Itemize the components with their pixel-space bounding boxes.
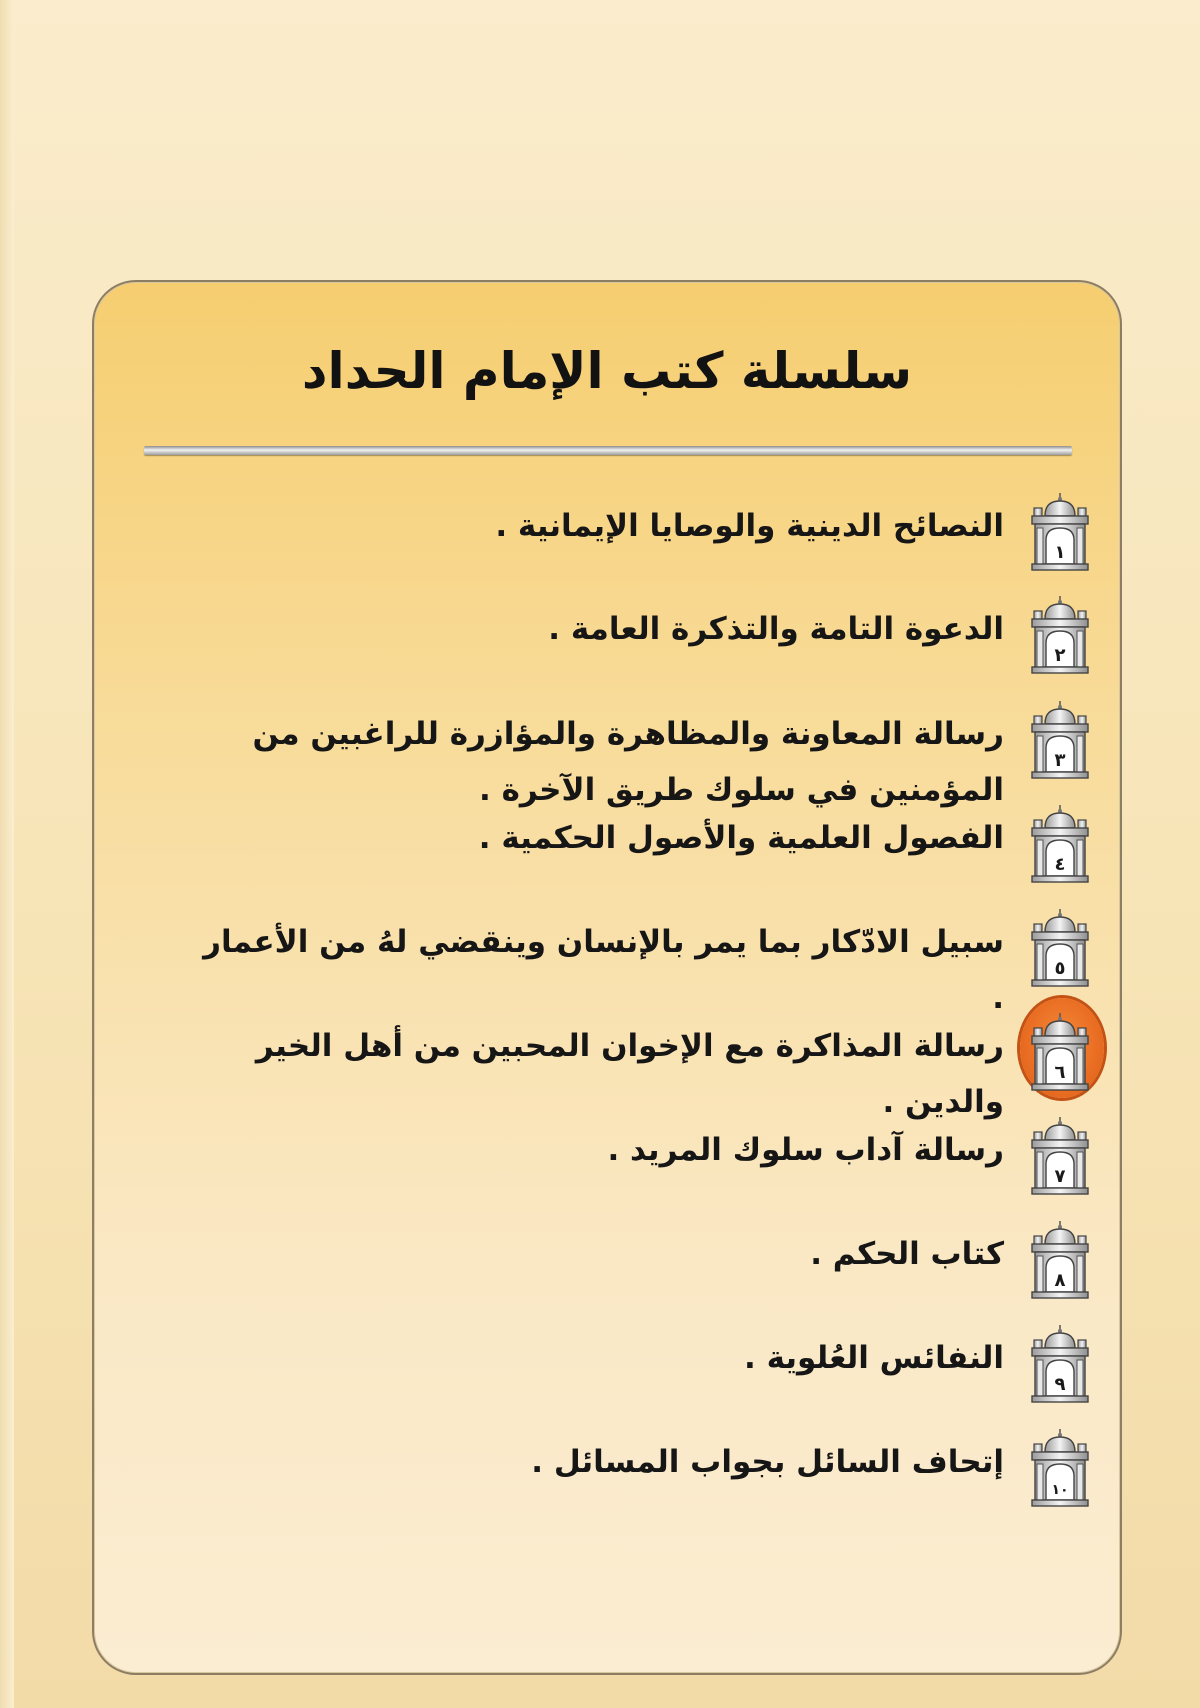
book-item-6 [94, 1010, 1124, 1120]
arch-icon [1031, 1324, 1089, 1404]
book-item-9 [94, 1322, 1124, 1412]
series-panel [92, 280, 1122, 1675]
arch-icon [1031, 1428, 1089, 1508]
title-divider [144, 446, 1072, 455]
series-title: سلسلة كتب الإمام الحداد [301, 342, 913, 400]
book-title: النصائح الدينية والوصايا الإيمانية . [495, 508, 1004, 544]
page-edge [0, 0, 14, 1708]
svg-text:٦: ٦ [1054, 1062, 1066, 1083]
svg-text:٢: ٢ [1054, 645, 1066, 666]
book-item-2 [94, 593, 1124, 683]
arch-icon [1031, 700, 1089, 780]
book-title: سبيل الادّكار بما يمر بالإنسان وينقضي لهُ من الأعمار . [203, 924, 1004, 1016]
book-item-10 [94, 1426, 1124, 1516]
book-title: الفصول العلمية والأصول الحكمية . [478, 820, 1004, 856]
svg-text:١: ١ [1054, 542, 1066, 563]
svg-text:٤: ٤ [1054, 854, 1066, 875]
svg-text:٣: ٣ [1054, 750, 1066, 771]
book-title: رسالة آداب سلوك المريد . [607, 1132, 1004, 1168]
arch-icon [1031, 492, 1089, 572]
svg-text:٥: ٥ [1054, 958, 1066, 979]
book-item-7 [94, 1114, 1124, 1204]
book-title: كتاب الحكم . [810, 1236, 1004, 1272]
arch-icon [1031, 908, 1089, 988]
book-title: إتحاف السائل بجواب المسائل . [531, 1444, 1004, 1480]
arch-icon [1031, 804, 1089, 884]
book-item-1 [94, 490, 1124, 580]
book-item-4 [94, 802, 1124, 892]
book-title: النفائس العُلوية . [744, 1340, 1004, 1376]
book-item-3 [94, 698, 1124, 808]
book-title: رسالة المذاكرة مع الإخوان المحبين من أهل الخير والدين . [255, 1028, 1004, 1120]
arch-icon [1031, 1116, 1089, 1196]
arch-icon [1031, 1012, 1089, 1092]
book-title: رسالة المعاونة والمظاهرة والمؤازرة للراغبين من المؤمنين في سلوك طريق الآخرة . [252, 716, 1004, 808]
book-title: الدعوة التامة والتذكرة العامة . [548, 611, 1004, 647]
book-item-5 [94, 906, 1124, 1016]
arch-icon [1031, 1220, 1089, 1300]
svg-text:١٠: ١٠ [1051, 1482, 1069, 1498]
svg-text:٩: ٩ [1054, 1374, 1066, 1395]
arch-icon [1031, 595, 1089, 675]
svg-text:٧: ٧ [1054, 1166, 1066, 1187]
book-item-8 [94, 1218, 1124, 1308]
svg-text:٨: ٨ [1054, 1270, 1066, 1291]
